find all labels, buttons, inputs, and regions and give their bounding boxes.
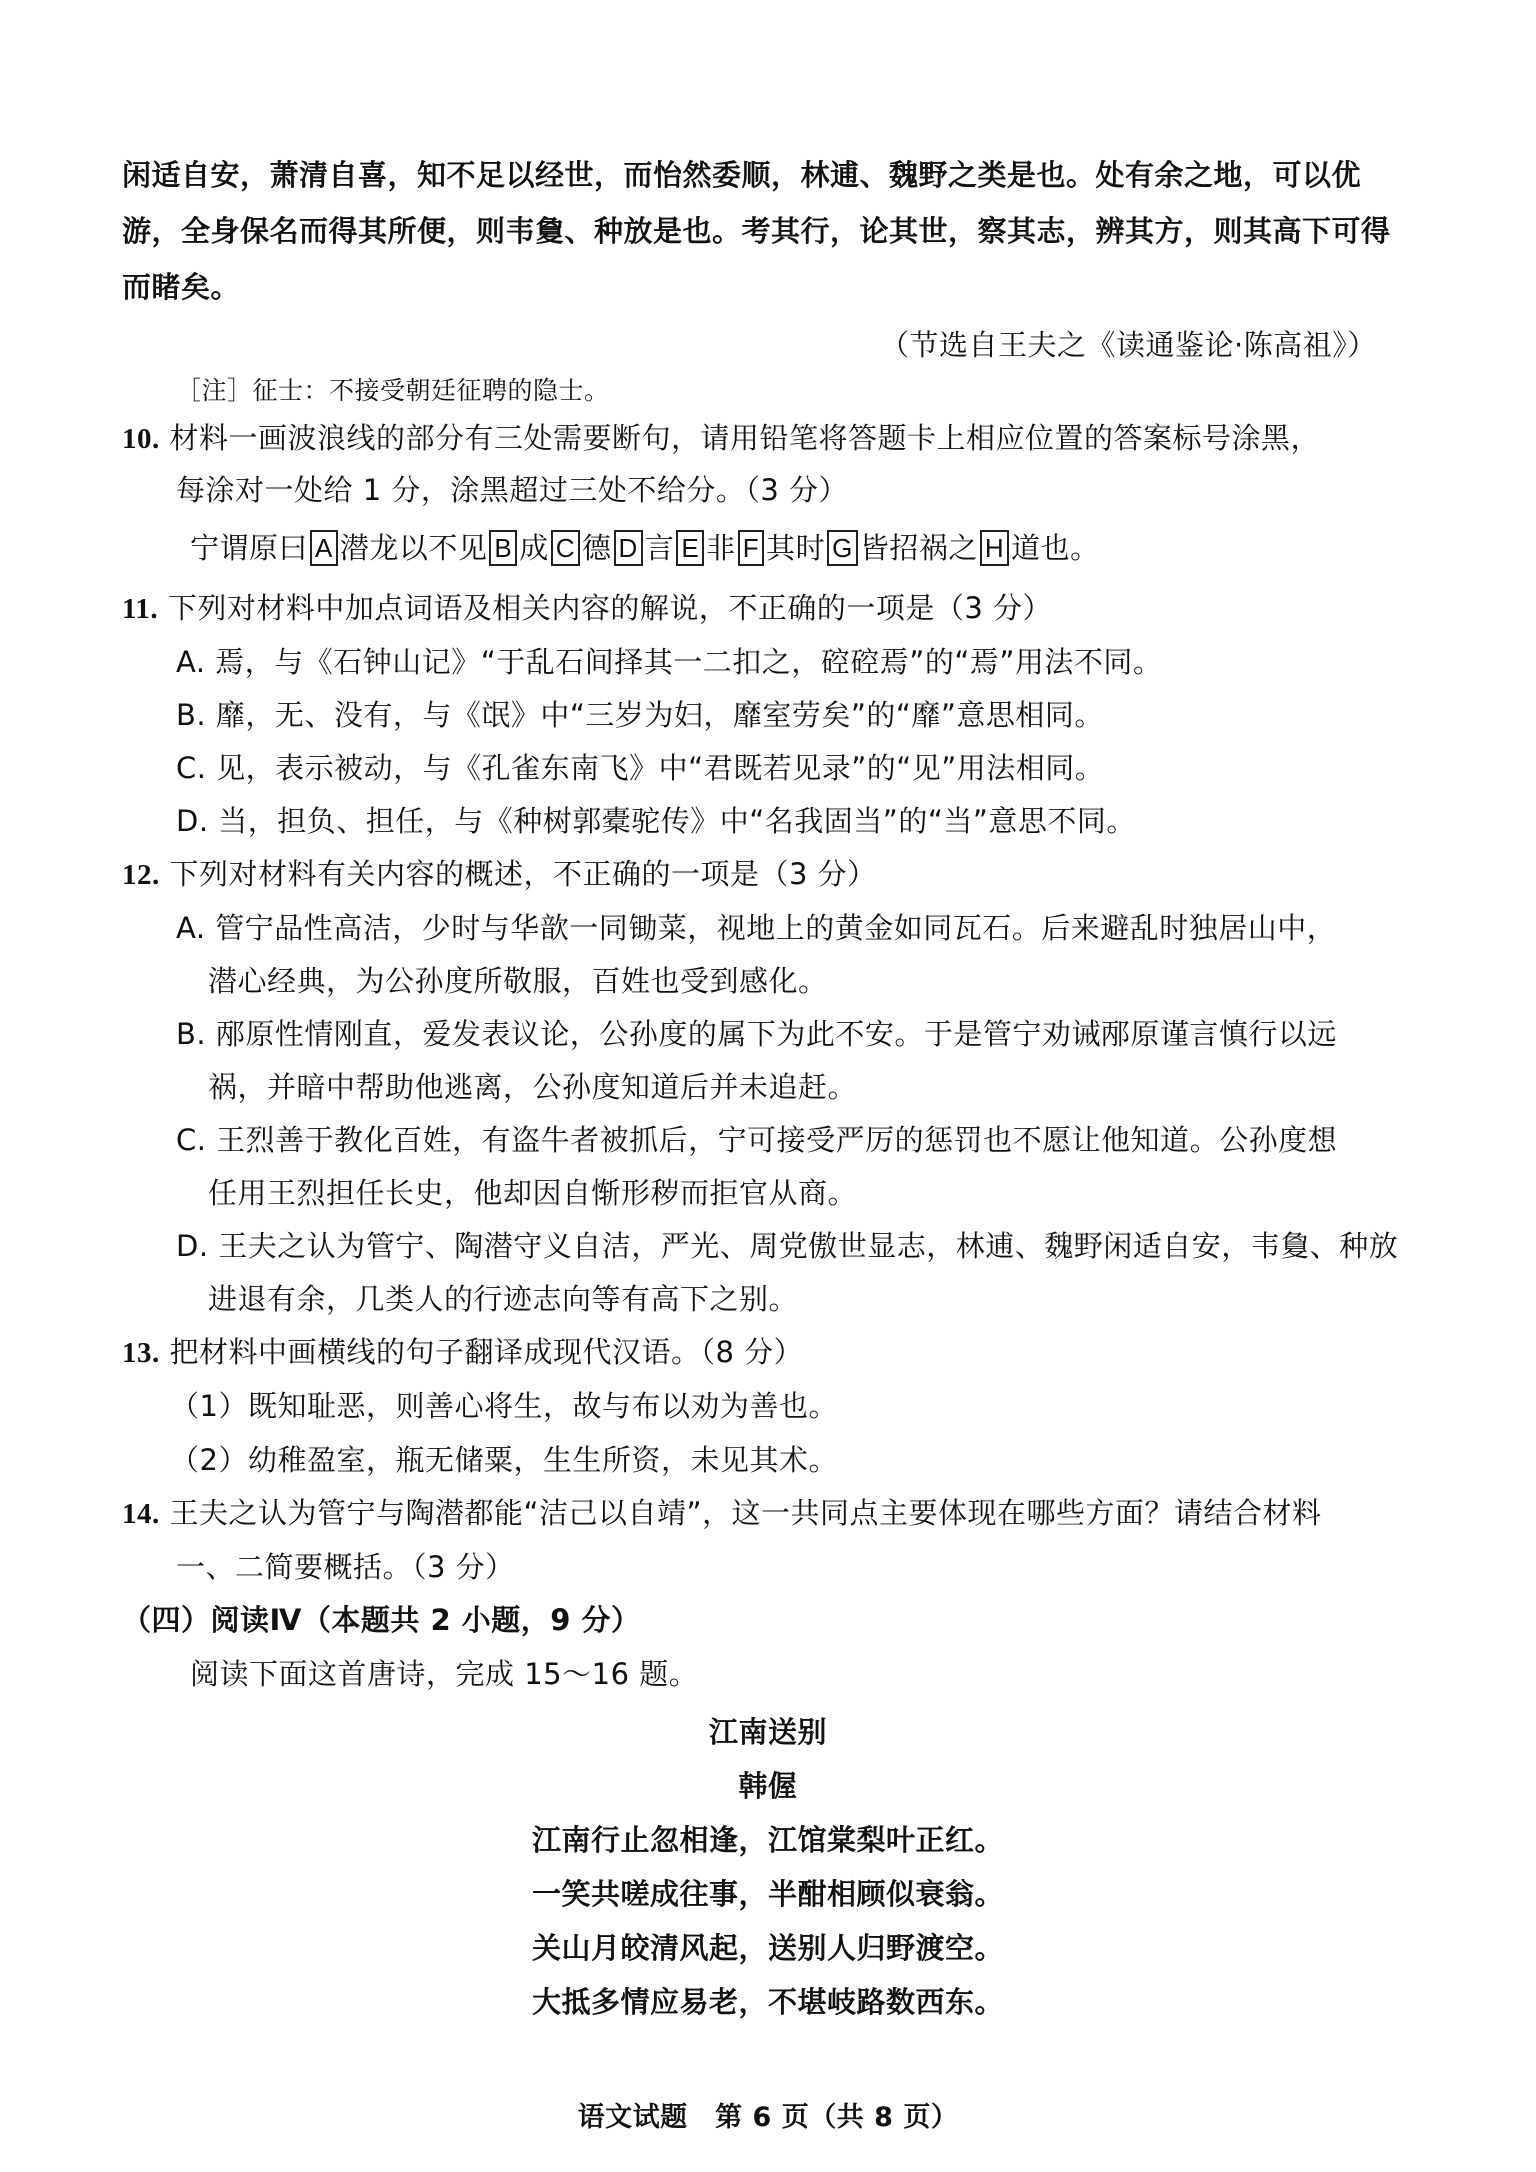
break-box-c[interactable]: C <box>551 530 580 566</box>
poem-line-3: 关山月皎清风起，送别人归野渡空。 <box>531 1931 1004 1965</box>
poem-author: 韩偓 <box>738 1769 798 1803</box>
question-10 <box>122 418 1320 459</box>
translate-sentence-2: （2）幼稚盈室，瓶无储粟，生生所资，未见其术。 <box>170 1443 838 1477</box>
option-d-cont: 进退有余，几类人的行迹志向等有高下之别。 <box>208 1282 799 1316</box>
question-10-text-2: 每涂对一处给 1 分，涂黑超过三处不给分。（3 分） <box>176 473 849 507</box>
translate-sentence-1: （1）既知耻恶，则善心将生，故与布以劝为善也。 <box>170 1389 838 1423</box>
option-d[interactable]: D. 当，担负、担任，与《种树郭橐驼传》中“名我固当”的“当”意思不同。 <box>176 804 1136 838</box>
option-b-cont: 祸，并暗中帮助他逃离，公孙度知道后并未追赶。 <box>208 1070 858 1104</box>
break-box-e[interactable]: E <box>676 530 704 566</box>
poem-line-1: 江南行止忽相逢，江馆棠梨叶正红。 <box>531 1823 1004 1857</box>
question-number: 14. <box>122 1498 160 1530</box>
break-box-a[interactable]: A <box>310 530 338 566</box>
option-b[interactable]: B. 邴原性情刚直，爱发表议论，公孙度的属下为此不安。于是管宁劝诫邴原谨言慎行以远 <box>176 1017 1337 1051</box>
question-12 <box>122 854 877 895</box>
question-text: 下列对材料有关内容的概述，不正确的一项是（3 分） <box>169 857 877 891</box>
break-box-f[interactable]: F <box>738 530 764 566</box>
passage-line-1: 闲适自安，萧清自喜，知不足以经世，而怡然委顺，林逋、魏野之类是也。处有余之地，可以优 <box>122 158 1362 192</box>
sentence-segment: 皆招祸之 <box>859 531 978 565</box>
question-text: 材料一画波浪线的部分有三处需要断句，请用铅笔将答题卡上相应位置的答案标号涂黑， <box>169 421 1320 455</box>
option-d[interactable]: D. 王夫之认为管宁、陶潜守义自洁，严光、周党傲世显志，林逋、魏野闲适自安，韦敻、种放 <box>176 1229 1399 1263</box>
question-text: 把材料中画横线的句子翻译成现代汉语。（8 分） <box>169 1335 804 1369</box>
break-box-g[interactable]: G <box>827 530 858 566</box>
question-number: 12. <box>122 859 160 891</box>
sentence-segment: 道也。 <box>1011 531 1100 565</box>
option-a-cont: 潜心经典，为公孙度所敬服，百姓也受到感化。 <box>208 964 828 998</box>
question-14-text-2: 一、二简要概括。（3 分） <box>176 1550 515 1584</box>
sentence-segment: 非 <box>706 531 736 565</box>
sentence-segment: 德 <box>582 531 612 565</box>
page-footer: 语文试题 第 6 页（共 8 页） <box>577 2102 959 2133</box>
passage-line-2: 游，全身保名而得其所便，则韦敻、种放是也。考其行，论其世，察其志，辨其方，则其高下可得 <box>122 214 1391 248</box>
poem-line-2: 一笑共嗟成往事，半酣相顾似衰翁。 <box>531 1877 1004 1911</box>
sentence-segment: 潜龙以不见 <box>339 531 488 565</box>
passage-line-3: 而睹矣。 <box>122 270 241 304</box>
break-box-h[interactable]: H <box>980 530 1009 566</box>
break-box-d[interactable]: D <box>614 530 643 566</box>
sentence-break-options <box>190 528 1100 568</box>
option-a[interactable]: A. 焉，与《石钟山记》“于乱石间择其一二扣之，硿硿焉”的“焉”用法不同。 <box>176 645 1163 679</box>
poem-line-4: 大抵多情应易老，不堪岐路数西东。 <box>531 1985 1004 2019</box>
question-number: 11. <box>122 593 159 625</box>
break-box-b[interactable]: B <box>489 530 517 566</box>
option-b[interactable]: B. 靡，无、没有，与《氓》中“三岁为妇，靡室劳矣”的“靡”意思相同。 <box>176 698 1104 732</box>
question-number: 10. <box>122 423 160 455</box>
question-text: 王夫之认为管宁与陶潜都能“洁己以自靖”，这一共同点主要体现在哪些方面？请结合材料 <box>169 1496 1322 1530</box>
passage-note: ［注］征士：不接受朝廷征聘的隐士。 <box>176 376 610 405</box>
sentence-segment: 其时 <box>766 531 826 565</box>
question-13 <box>122 1332 803 1373</box>
sentence-segment: 成 <box>519 531 549 565</box>
sentence-segment: 言 <box>644 531 675 565</box>
option-c[interactable]: C. 见，表示被动，与《孔雀东南飞》中“君既若见录”的“见”用法相同。 <box>176 751 1105 785</box>
passage-source: （节选自王夫之《读通鉴论·陈高祖》） <box>880 328 1377 362</box>
question-11 <box>122 588 1052 629</box>
option-c[interactable]: C. 王烈善于教化百姓，有盗牛者被抓后，宁可接受严厉的惩罚也不愿让他知道。公孙度想 <box>176 1123 1338 1157</box>
option-c-cont: 任用王烈担任长史，他却因自惭形秽而拒官从商。 <box>208 1176 858 1210</box>
section-intro: 阅读下面这首唐诗，完成 15～16 题。 <box>190 1657 699 1691</box>
sentence-segment: 宁谓原曰 <box>190 531 309 565</box>
section-heading: （四）阅读Ⅳ（本题共 2 小题，9 分） <box>122 1603 641 1637</box>
question-number: 13. <box>122 1337 160 1369</box>
option-a[interactable]: A. 管宁品性高洁，少时与华歆一同锄菜，视地上的黄金如同瓦石。后来避乱时独居山中， <box>176 911 1337 945</box>
question-14 <box>122 1493 1322 1534</box>
question-text: 下列对材料中加点词语及相关内容的解说，不正确的一项是（3 分） <box>167 591 1053 625</box>
poem-title: 江南送别 <box>708 1715 827 1749</box>
